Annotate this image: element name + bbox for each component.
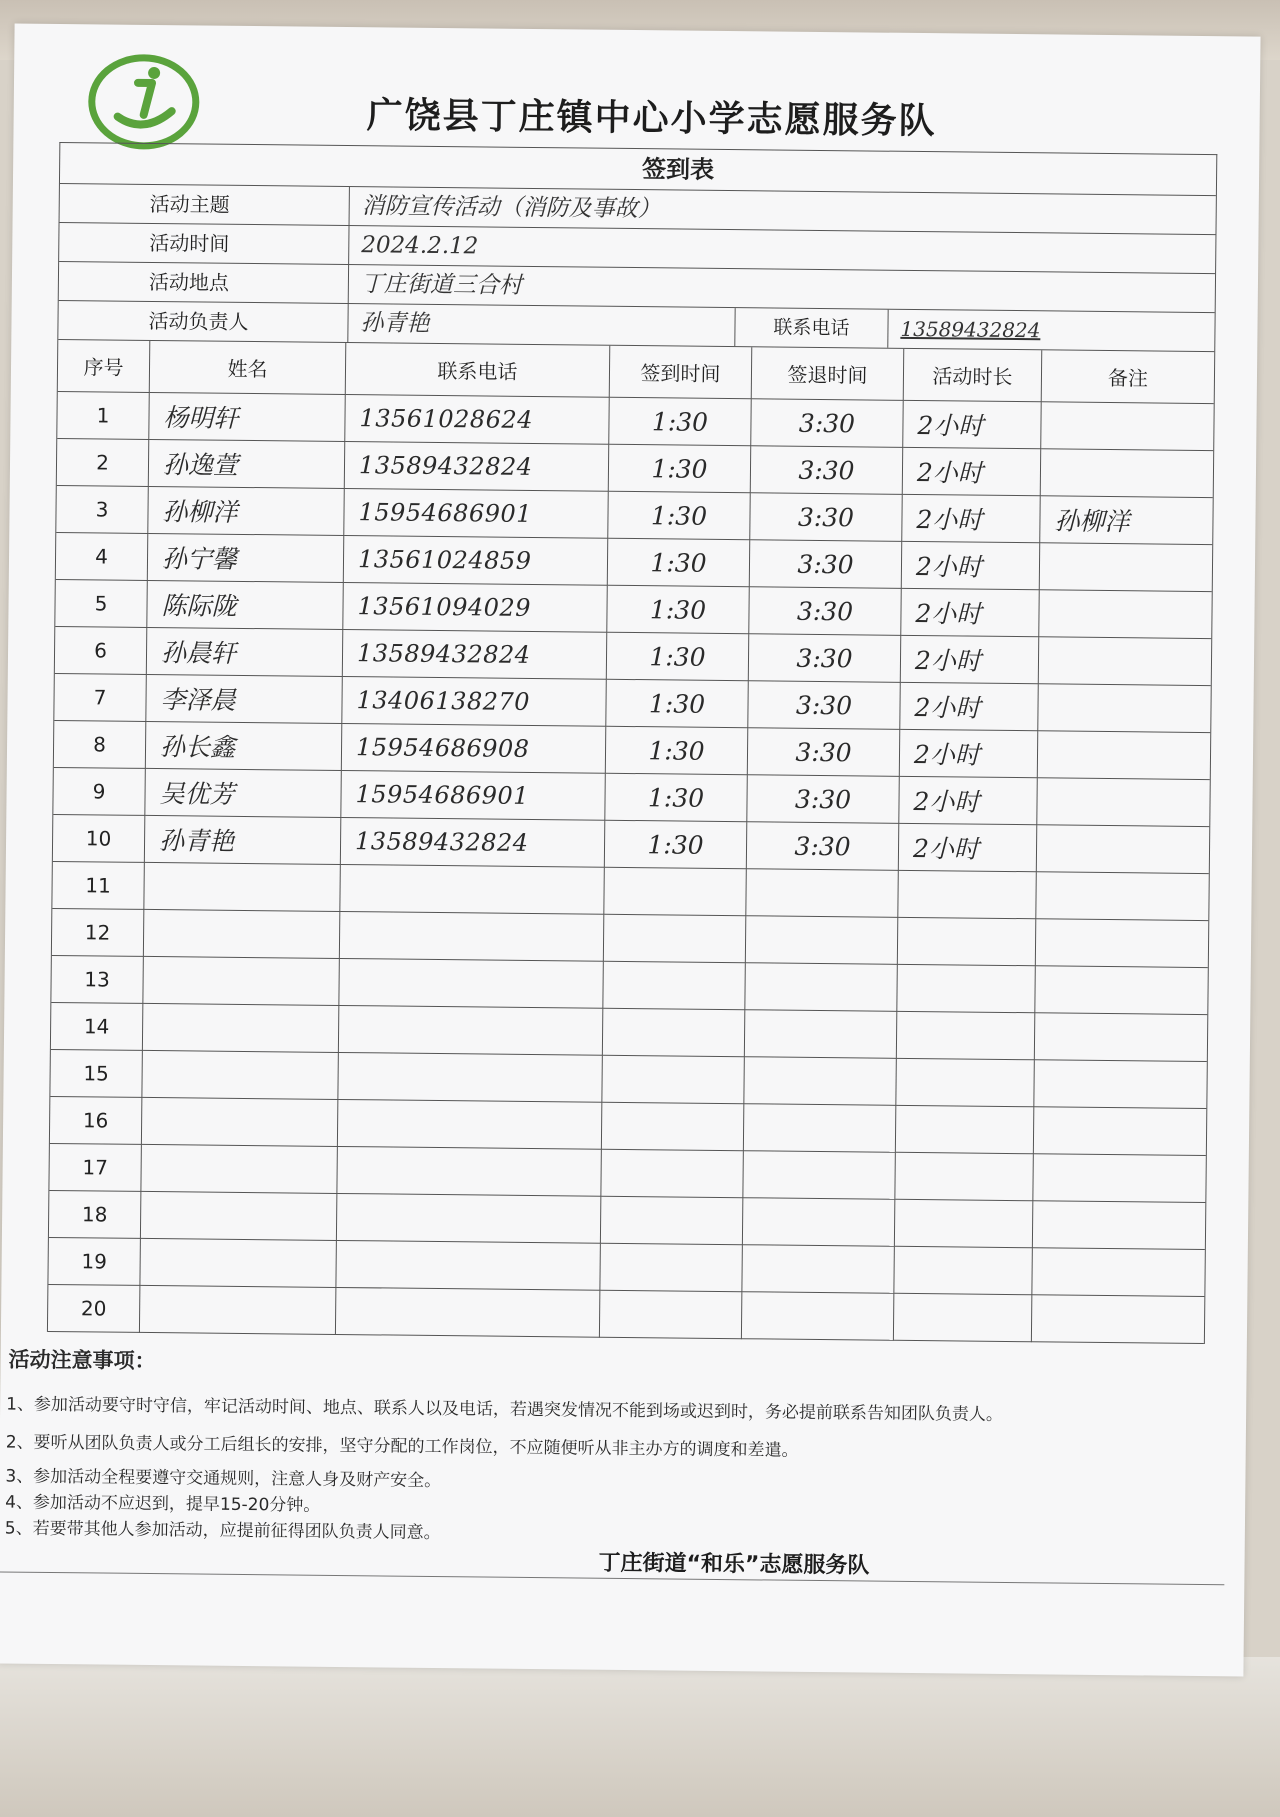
row-sign-in-time (602, 1056, 744, 1104)
row-duration (902, 495, 1040, 543)
row-duration-text: 2小时 (914, 645, 982, 676)
row-name (144, 863, 340, 912)
row-sign-in-time-text (601, 1220, 742, 1221)
row-name (148, 487, 344, 536)
row-sign-out-time (751, 446, 903, 495)
row-name-text: 李泽晨 (160, 685, 236, 715)
row-number-text: 9 (92, 779, 106, 804)
row-name (141, 1145, 337, 1194)
row-number-text: 20 (80, 1296, 107, 1321)
row-name (147, 581, 343, 630)
row-sign-out-time-text: 3:30 (796, 596, 854, 626)
row-number-text: 6 (94, 638, 108, 663)
row-sign-out-time-text (743, 1221, 894, 1223)
row-number-text: 11 (85, 873, 111, 898)
row-duration (896, 1059, 1034, 1107)
row-sign-out-time (743, 1151, 895, 1200)
row-sign-out-time (749, 587, 901, 636)
row-sign-out-time-text: 3:30 (797, 549, 854, 579)
row-name-text: 陈际陇 (161, 591, 237, 621)
row-sign-in-time (602, 1103, 744, 1151)
row-sign-in-time (601, 1197, 743, 1245)
row-number (50, 1097, 142, 1145)
row-sign-out-time (748, 681, 900, 730)
row-duration (903, 401, 1041, 449)
row-phone-text: 15954686908 (355, 733, 530, 763)
row-sign-in-time-text: 1:30 (648, 735, 705, 766)
note-item: 5、若要带其他人参加活动，应提前征得团队负责人同意。 (4, 1518, 441, 1544)
row-number (56, 486, 148, 534)
row-sign-in-time-text (604, 985, 745, 986)
row-number-text: 1 (96, 403, 110, 428)
row-name (143, 1004, 339, 1053)
row-phone (340, 912, 604, 962)
row-duration-text: 2小时 (914, 692, 981, 723)
row-sign-out-time-text: 3:30 (796, 643, 853, 673)
row-remark (1038, 684, 1210, 733)
row-number-text: 19 (81, 1249, 108, 1274)
notes-section (0, 1343, 1181, 1553)
row-phone (342, 724, 606, 774)
row-duration (901, 589, 1039, 637)
row-phone-text: 13406138270 (356, 686, 531, 716)
row-sign-in-time-text: 1:30 (650, 500, 708, 531)
note-item: 4、参加活动不应迟到，提早15-20分钟。 (5, 1492, 321, 1516)
row-sign-in-time-text (604, 938, 745, 939)
row-sign-in-time (605, 821, 747, 869)
row-sign-out-time-text (745, 1033, 896, 1035)
row-duration (897, 965, 1035, 1013)
row-number (56, 533, 148, 581)
row-number (53, 768, 145, 816)
row-phone (343, 583, 607, 633)
row-name (144, 910, 340, 959)
row-duration (901, 636, 1039, 684)
row-duration-text: 2小时 (915, 598, 982, 629)
document-title: 广饶县丁庄镇中心小学志愿服务队 (366, 95, 937, 143)
row-phone (341, 818, 605, 868)
row-sign-in-time (605, 774, 747, 822)
row-number-text: 17 (82, 1155, 108, 1180)
row-number-text: 5 (94, 591, 108, 616)
row-name-text: 孙逸萱 (162, 450, 239, 480)
row-phone (343, 630, 607, 680)
note-item: 2、要听从团队负责人或分工后组长的安排，坚守分配的工作岗位，不应随便听从非主办方的调度和差遣。 (5, 1432, 799, 1461)
row-sign-out-time-text: 3:30 (798, 408, 856, 438)
row-number-text: 10 (85, 826, 112, 851)
column-header: 备注 (1042, 350, 1215, 404)
row-sign-in-time-text: 1:30 (647, 782, 705, 813)
row-remark (1036, 919, 1208, 968)
form-subtitle: 签到表 (60, 143, 1216, 196)
row-sign-out-time-text (745, 1080, 896, 1082)
row-number (52, 909, 144, 957)
contact-phone-value: 13589432824 (900, 316, 1041, 343)
row-sign-in-time (608, 492, 750, 540)
row-phone-text: 13589432824 (354, 827, 529, 857)
row-remark (1040, 543, 1212, 592)
row-sign-in-time-text (600, 1314, 741, 1315)
row-duration (900, 730, 1038, 778)
row-sign-out-time-text (747, 892, 898, 894)
row-phone (341, 771, 605, 821)
row-duration (899, 777, 1037, 825)
row-phone (337, 1194, 601, 1244)
row-phone-text: 15954686901 (355, 780, 530, 810)
row-name (145, 816, 341, 865)
row-sign-out-time-text (746, 939, 897, 941)
row-name (149, 393, 345, 442)
row-sign-in-time-text (602, 1126, 743, 1127)
row-phone (339, 1006, 603, 1056)
row-phone-text: 13561028624 (359, 404, 534, 434)
row-sign-in-time-text: 1:30 (651, 453, 708, 484)
row-number (48, 1285, 140, 1333)
row-sign-out-time (749, 634, 901, 683)
row-name-text: 孙宁馨 (161, 544, 238, 574)
row-name (149, 440, 345, 489)
row-number (52, 862, 144, 910)
row-sign-out-time (747, 775, 899, 824)
row-remark (1033, 1154, 1205, 1203)
row-phone (339, 959, 603, 1009)
column-header: 签退时间 (752, 347, 905, 401)
row-sign-in-time (606, 727, 748, 775)
row-name (148, 534, 344, 583)
row-sign-out-time (743, 1198, 895, 1247)
row-phone-text: 15954686901 (358, 498, 533, 528)
row-sign-out-time (745, 963, 897, 1012)
column-header: 签到时间 (610, 346, 753, 399)
column-header: 联系电话 (346, 343, 611, 398)
row-duration (898, 918, 1036, 966)
row-phone (344, 536, 608, 586)
row-remark (1034, 1060, 1206, 1109)
row-duration (902, 542, 1040, 590)
row-sign-out-time (742, 1292, 894, 1341)
row-duration (903, 448, 1041, 496)
row-duration (897, 1012, 1035, 1060)
row-duration (895, 1153, 1033, 1201)
info-value: 消防宣传活动（消防及事故） (361, 193, 661, 223)
row-sign-out-time-text: 3:30 (794, 831, 851, 861)
row-sign-in-time (604, 915, 746, 963)
row-number-text: 4 (95, 544, 109, 569)
row-sign-in-time (607, 586, 749, 634)
row-duration (895, 1200, 1033, 1248)
sign-in-sheet (0, 24, 1261, 1677)
row-number (48, 1238, 140, 1286)
row-name-text: 孙晨轩 (160, 638, 237, 668)
row-sign-in-time-text: 1:30 (649, 594, 707, 625)
row-sign-out-time (746, 869, 898, 918)
row-remark (1037, 778, 1209, 827)
row-sign-out-time-text (744, 1127, 895, 1129)
row-phone (338, 1053, 602, 1103)
row-sign-in-time (600, 1244, 742, 1292)
info-value: 丁庄街道三合村 (360, 271, 523, 299)
row-sign-in-time (604, 868, 746, 916)
row-name-text: 吴优芳 (159, 779, 235, 809)
row-phone (344, 489, 608, 539)
row-duration-text: 2小时 (913, 786, 980, 817)
row-sign-out-time-text: 3:30 (797, 502, 855, 532)
row-sign-in-time (600, 1291, 742, 1339)
row-number (55, 580, 147, 628)
row-remark (1034, 1107, 1206, 1156)
notes-title: 活动注意事项： (8, 1347, 156, 1374)
row-sign-out-time-text (746, 986, 897, 988)
row-sign-in-time (603, 962, 745, 1010)
row-duration-text: 2小时 (916, 457, 984, 488)
info-label: 活动时间 (59, 223, 349, 264)
row-name (141, 1192, 337, 1241)
row-duration (898, 871, 1036, 919)
info-label: 活动主题 (60, 184, 350, 225)
row-duration (899, 824, 1037, 872)
row-remark (1032, 1248, 1204, 1297)
row-sign-out-time (748, 728, 900, 777)
row-duration (896, 1106, 1034, 1154)
row-remark-text: 孙柳洋 (1054, 506, 1130, 537)
row-name (140, 1286, 336, 1335)
row-sign-out-time-text: 3:30 (794, 784, 852, 814)
row-phone-text: 13561024859 (357, 545, 532, 575)
row-sign-out-time-text: 3:30 (798, 455, 855, 485)
row-sign-out-time (750, 493, 902, 542)
row-remark (1041, 402, 1213, 451)
row-remark (1040, 496, 1212, 545)
note-item: 3、参加活动全程要遵守交通规则，注意人身及财产安全。 (5, 1466, 442, 1492)
row-sign-in-time (603, 1009, 745, 1057)
row-number (50, 1050, 142, 1098)
row-duration-text: 2小时 (912, 833, 980, 864)
row-name (142, 1051, 338, 1100)
table-body (48, 392, 1214, 1344)
row-duration-text: 2小时 (913, 739, 981, 770)
row-remark (1035, 1013, 1207, 1062)
note-item: 1、参加活动要守时守信，牢记活动时间、地点、联系人以及电话，若遇突发情况不能到场或迟到时，务必提前联系告知团队负责人。 (6, 1394, 1004, 1425)
row-number (55, 627, 147, 675)
row-sign-out-time (747, 822, 899, 871)
row-sign-out-time (746, 916, 898, 965)
sign-in-form (47, 142, 1217, 1344)
row-remark (1035, 966, 1207, 1015)
row-remark (1039, 637, 1211, 686)
row-number-text: 7 (93, 685, 107, 710)
row-phone-text: 13561094029 (357, 592, 532, 622)
row-sign-in-time-text (601, 1267, 742, 1268)
row-sign-out-time-text (742, 1315, 893, 1317)
row-sign-in-time-text (603, 1079, 744, 1080)
row-name-text: 孙长鑫 (159, 732, 236, 762)
row-sign-in-time (607, 633, 749, 681)
row-sign-in-time-text (602, 1173, 743, 1174)
row-sign-in-time (609, 445, 751, 493)
row-sign-in-time-text: 1:30 (651, 406, 709, 437)
row-sign-out-time-text: 3:30 (795, 690, 853, 720)
row-remark (1037, 825, 1209, 874)
row-number-text: 14 (83, 1014, 110, 1039)
row-sign-in-time (609, 398, 751, 446)
row-sign-out-time (751, 399, 903, 448)
row-sign-in-time-text: 1:30 (648, 688, 706, 719)
row-number-text: 12 (84, 920, 111, 945)
info-label: 活动地点 (59, 262, 349, 303)
row-sign-in-time (606, 680, 748, 728)
row-name (146, 675, 342, 724)
row-sign-out-time-text: 3:30 (795, 737, 852, 767)
row-duration (900, 683, 1038, 731)
row-sign-in-time-text (605, 891, 746, 892)
row-remark (1041, 449, 1213, 498)
row-sign-in-time (601, 1150, 743, 1198)
row-phone-text: 13589432824 (358, 451, 533, 481)
column-header: 序号 (58, 340, 151, 393)
row-duration-text: 2小时 (916, 504, 983, 535)
row-remark (1038, 731, 1210, 780)
row-remark (1039, 590, 1211, 639)
column-header: 姓名 (150, 341, 347, 395)
row-number-text: 3 (95, 497, 109, 522)
row-phone (337, 1147, 601, 1197)
row-phone (336, 1288, 600, 1338)
row-number (54, 674, 146, 722)
row-number-text: 13 (84, 967, 110, 992)
row-sign-in-time-text: 1:30 (649, 641, 706, 672)
info-label: 活动负责人 (58, 301, 348, 342)
row-number (57, 392, 149, 440)
row-number (57, 439, 149, 487)
contact-phone-label: 联系电话 (773, 316, 850, 340)
row-number-text: 2 (96, 450, 110, 475)
row-sign-out-time-text (743, 1268, 894, 1270)
row-name (145, 769, 341, 818)
row-sign-in-time-text: 1:30 (647, 829, 704, 860)
row-sign-out-time (750, 540, 902, 589)
row-number-text: 16 (82, 1108, 109, 1133)
row-number (51, 1003, 143, 1051)
row-sign-in-time-text: 1:30 (650, 547, 707, 578)
row-duration-text: 2小时 (915, 551, 983, 582)
row-duration (894, 1294, 1032, 1342)
row-name (142, 1098, 338, 1147)
row-sign-in-time (608, 539, 750, 587)
row-number (49, 1191, 141, 1239)
row-duration (894, 1247, 1032, 1295)
row-number (53, 815, 145, 863)
row-name-text: 孙青艳 (158, 826, 235, 856)
row-sign-out-time-text (744, 1174, 895, 1176)
row-name (146, 722, 342, 771)
row-remark (1033, 1201, 1205, 1250)
row-remark (1032, 1295, 1204, 1344)
row-phone (345, 442, 609, 492)
row-sign-out-time (744, 1104, 896, 1153)
info-value: 孙青艳 (348, 304, 735, 346)
row-name-text: 杨明轩 (163, 403, 239, 433)
row-phone-text: 13589432824 (356, 639, 531, 669)
row-sign-out-time (742, 1245, 894, 1294)
row-name-text: 孙柳洋 (162, 497, 238, 527)
row-duration-text: 2小时 (917, 410, 984, 441)
row-number (51, 956, 143, 1004)
row-number-text: 15 (83, 1061, 109, 1086)
row-name (147, 628, 343, 677)
row-phone (340, 865, 604, 915)
row-sign-in-time-text (603, 1032, 744, 1033)
row-name (140, 1239, 336, 1288)
row-sign-out-time (744, 1057, 896, 1106)
row-number-text: 8 (93, 732, 107, 757)
row-remark (1036, 872, 1208, 921)
row-phone (345, 395, 609, 445)
row-sign-out-time (745, 1010, 897, 1059)
row-phone (338, 1100, 602, 1150)
info-value: 2024.2.12 (361, 232, 479, 260)
footer-signature: 丁庄街道“和乐”志愿服务队 (598, 1550, 870, 1579)
row-phone (342, 677, 606, 727)
column-header: 活动时长 (904, 349, 1043, 402)
background-bottom (0, 1657, 1280, 1817)
row-number (49, 1144, 141, 1192)
row-number-text: 18 (81, 1202, 108, 1227)
row-phone (336, 1241, 600, 1291)
row-number (54, 721, 146, 769)
row-name (143, 957, 339, 1006)
